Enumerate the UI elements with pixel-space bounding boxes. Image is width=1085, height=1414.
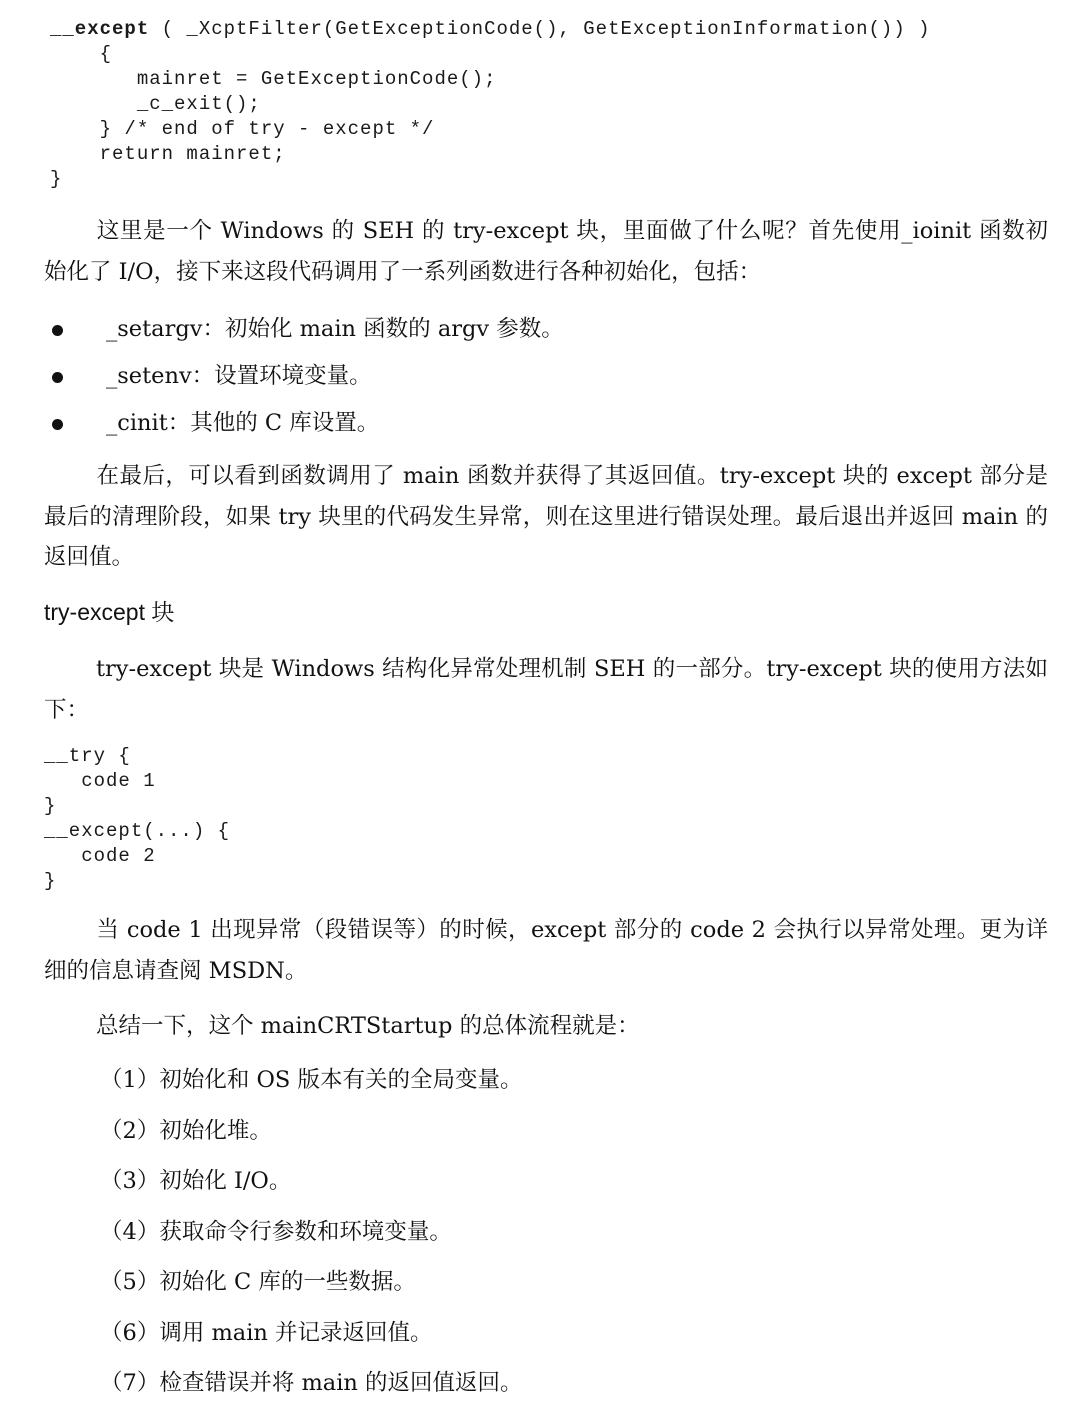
paragraph-try-except-intro (44, 649, 1048, 730)
code-keyword-except: __except (50, 18, 150, 40)
list-item-text: _setenv：设置环境变量。 (106, 363, 372, 389)
code-block-except (50, 17, 931, 192)
paragraph-main-return (44, 456, 1048, 578)
paragraph-main-return-text: 在最后，可以看到函数调用了 main 函数并获得了其返回值。try-except 块的 except 部分是最后的清理阶段，如果 try 块里的代码发生异常，则在这里进行错误处理。最后退出并返回 main 的返回值。 (44, 463, 1048, 570)
list-item: （3）初始化 I/O。 (100, 1168, 292, 1194)
list-item-text: _cinit：其他的 C 库设置。 (106, 410, 380, 436)
paragraph-seh-intro-text: 这里是一个 Windows 的 SEH 的 try-except 块，里面做了什么呢？首先使用_ioinit 函数初始化了 I/O，接下来这段代码调用了一系列函数进行各种初始化，包括： (44, 218, 1048, 285)
paragraph-code-exception (44, 910, 1048, 991)
list-item: （5）初始化 C 库的一些数据。 (100, 1269, 416, 1295)
list-item: （7）检查错误并将 main 的返回值返回。 (100, 1370, 523, 1396)
section-heading: try-except 块 (44, 599, 175, 625)
paragraph-summary-text: 总结一下，这个 mainCRTStartup 的总体流程就是： (96, 1013, 640, 1039)
code-line-except-rest: ( _XcptFilter(GetExceptionCode(), GetExceptionInformation()) ) (149, 18, 931, 40)
code-block-except-body: { mainret = GetExceptionCode(); _c_exit(); } /* end of try - except */ return mainret; } (50, 43, 497, 190)
bullet-icon (52, 325, 63, 336)
list-item: （6）调用 main 并记录返回值。 (100, 1319, 433, 1346)
code-block-try-except: __try { code 1 } __except(...) { code 2 } (44, 745, 231, 892)
paragraph-seh-intro (44, 211, 1048, 292)
bullet-icon (52, 372, 63, 383)
paragraph-try-except-intro-text: try-except 块是 Windows 结构化异常处理机制 SEH 的一部分。try-except 块的使用方法如下： (44, 656, 1048, 723)
list-item: （1）初始化和 OS 版本有关的全局变量。 (100, 1067, 523, 1093)
init-function-list (44, 309, 564, 450)
list-item-text: _setargv：初始化 main 函数的 argv 参数。 (106, 316, 564, 342)
list-item (44, 403, 564, 450)
list-item (44, 309, 564, 356)
paragraph-code-exception-text: 当 code 1 出现异常（段错误等）的时候，except 部分的 code 2 会执行以异常处理。更为详细的信息请查阅 MSDN。 (44, 917, 1048, 984)
list-item: （4）获取命令行参数和环境变量。 (100, 1218, 452, 1245)
bullet-icon (52, 419, 63, 430)
startup-steps-list (100, 1060, 523, 1414)
paragraph-summary (44, 1006, 1048, 1047)
list-item (44, 356, 564, 403)
list-item: （2）初始化堆。 (100, 1117, 272, 1144)
